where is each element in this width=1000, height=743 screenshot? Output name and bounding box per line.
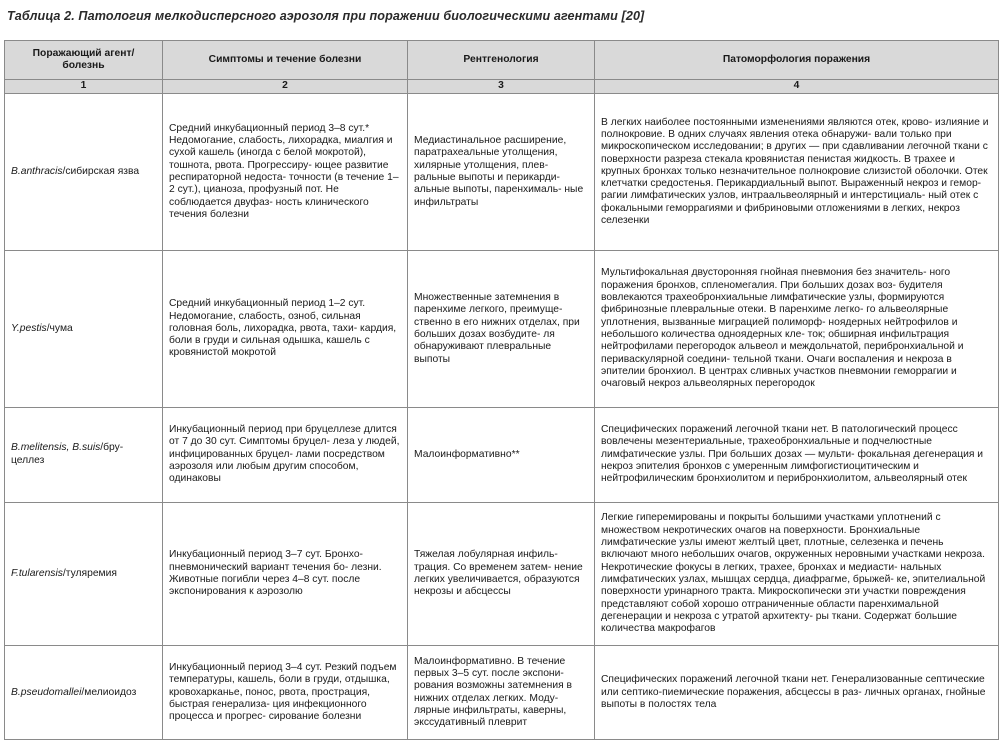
agent-cell <box>5 407 163 502</box>
header-xray: Рентгенология <box>408 41 595 80</box>
agent-cell <box>5 94 163 251</box>
column-number-3: 3 <box>408 80 595 94</box>
agent-name: Y.pestis <box>11 322 47 334</box>
xray-cell: Тяжелая лобулярная инфиль- трация. Со временем затем- нение легких увеличивается, образуются некрозы и абсцессы <box>408 502 595 646</box>
agent-name: B.pseudomallei <box>11 686 82 698</box>
symptoms-cell: Инкубационный период 3–4 сут. Резкий подъем температуры, кашель, боли в груди, отдышка, кровохарканье, понос, рвота, прострация, быстрая генерализа- ция инфекционного процесса и прогрес- сирование болезни <box>163 646 408 740</box>
pathology-cell: Специфических поражений легочной ткани нет. В патологический процесс вовлечены мезентериальные, трахеобронхиальные и подчелюстные лимфатические узлы. При больших дозах — мульти- фокальная дегенерация и некроз эпителия бронхов с умеренным лимфогистиоцитическим и нейтрофилическим бронхиолитом и перибронхиолитом, альвеолярный отек <box>595 407 999 502</box>
xray-cell: Малоинформативно** <box>408 407 595 502</box>
xray-cell: Медиастинальное расширение, паратрахеальные утолщения, хилярные утолщения, плев- ральные выпоты и перикарди- альные выпоты, паренхималь- ные инфильтраты <box>408 94 595 251</box>
symptoms-cell: Инкубационный период 3–7 сут. Бронхо- пневмонический вариант течения бо- лезни. Животные погибли через 4–8 сут. после экспонирования к аэрозолю <box>163 502 408 646</box>
table-row <box>5 502 999 646</box>
agent-name: B.anthracis <box>11 165 63 177</box>
pathology-cell: Специфических поражений легочной ткани нет. Генерализованные септические или септико-пиемические поражения, абсцессы в раз- личных органах, гнойные выпоты в полостях тела <box>595 646 999 740</box>
disease-name: /мелиоидоз <box>81 686 137 698</box>
agent-name: B.melitensis, B.suis <box>11 442 101 454</box>
header-agent: Поражающий агент/ болезнь <box>5 41 163 80</box>
column-number-4: 4 <box>595 80 999 94</box>
header-row <box>5 41 999 80</box>
disease-name: /сибирская язва <box>62 165 140 177</box>
symptoms-cell: Средний инкубационный период 1–2 сут. Недомогание, слабость, озноб, сильная головная боль, лихорадка, рвота, тахи- кардия, боли в груди и сильная одышка, кашель с кровянистой мокротой <box>163 250 408 407</box>
table-row <box>5 250 999 407</box>
pathology-cell: Мультифокальная двусторонняя гнойная пневмония без значитель- ного поражения бронхов, спленомегалия. При больших дозах воз- будителя вовлекаются трахеобронхиальные лимфатические узлы, формируются фибринозные плевральные отеки. В паренхиме легко- го альвеолярные уплотнения, вызванные миграцией полиморф- ноядерных нейтрофилов и небольшого количества одноядерных кле- ток; обширная инфильтрация нейтрофилами перегородок альвеол и междольчатой, перибронхиальной и периваскулярной соедини- тельной ткани. Очаги воспаления и некроза в эпителии бронхиол. В центрах сливных участков пневмонии геморрагии и очаговый некроз альвеолярных перегородок <box>595 250 999 407</box>
disease-name: /бру- целлез <box>11 442 124 466</box>
header-pathology: Патоморфология поражения <box>595 41 999 80</box>
pathology-cell: Легкие гиперемированы и покрыты большими участками уплотнений с множеством некротических очагов на поверхности. Бронхиальные лимфатические узлы имеют желтый цвет, плотные, селезенка и печень включают много небольших очагов, окруженных неровными участками некроза. Некротические фокусы в легких, трахее, бронхах и медиасти- нальных лимфатических узлах, мышцах сердца, диафрагме, брыжей- ке, эпителиальной поверхности уринарного тракта. Микроскопически эти участки повреждения представляют собой хорошо отграниченные области паренхимальной дегенерации и некроза с утратой архитекту- ры ткани. Содержат большие количества макрофагов <box>595 502 999 646</box>
pathology-cell: В легких наиболее постоянными изменениями являются отек, крово- излияние и полнокровие. В одних случаях явления отека обнаружи- вали только при микроскопическом исследовании; в других — при сдавливании легочной ткани с поверхности разреза стекала кровянистая пенистая жидкость. В трахее и крупных бронхах только незначительное полнокровие слизистой оболочки. Отек клетчатки средостенья. Перикардиальный выпот. Выраженный некроз и гемор- рагии лимфатических узлов, интраальвеолярный и интерстициаль- ный отек с фокальными геморрагиями и фибриновыми отложениями в легких, некроз селезенки <box>595 94 999 251</box>
header-symptoms: Симптомы и течение болезни <box>163 41 408 80</box>
column-number-row <box>5 80 999 94</box>
agent-name: F.tularensis <box>11 567 63 579</box>
agent-cell <box>5 250 163 407</box>
agent-cell <box>5 646 163 740</box>
column-number-1: 1 <box>5 80 163 94</box>
table-row <box>5 407 999 502</box>
disease-name: /туляремия <box>62 567 117 579</box>
xray-cell: Малоинформативно. В течение первых 3–5 сут. после экспони- рования возможны затемнения в нижних отделах легких. Моду- лярные инфильтраты, каверны, экссудативный плеврит <box>408 646 595 740</box>
disease-name: /чума <box>46 322 73 334</box>
column-number-2: 2 <box>163 80 408 94</box>
agent-cell <box>5 502 163 646</box>
symptoms-cell: Средний инкубационный период 3–8 сут.* Недомогание, слабость, лихорадка, миалгия и сухой кашель (иногда с белой мокротой), тошнота, рвота. Прогрессиру- ющее развитие респираторной недоста- точности (в течение 1–2 сут.), цианоза, профузный пот. Не соблюдается двуфаз- ность клинического течения болезни <box>163 94 408 251</box>
table-caption: Таблица 2. Патология мелкодисперсного аэрозоля при поражении биологическими агентами [20] <box>7 9 645 23</box>
table-row <box>5 646 999 740</box>
xray-cell: Множественные затемнения в паренхиме легкого, преимуще- ственно в его нижних отделах, при больших дозах возбудите- ля обнаруживают плевральные выпоты <box>408 250 595 407</box>
table-row <box>5 94 999 251</box>
symptoms-cell: Инкубационный период при бруцеллезе длится от 7 до 30 сут. Симптомы бруцел- леза у людей, инфицированных бруцел- лами посредством аэрозоля или любым другим способом, одинаковы <box>163 407 408 502</box>
pathology-table <box>4 40 999 740</box>
